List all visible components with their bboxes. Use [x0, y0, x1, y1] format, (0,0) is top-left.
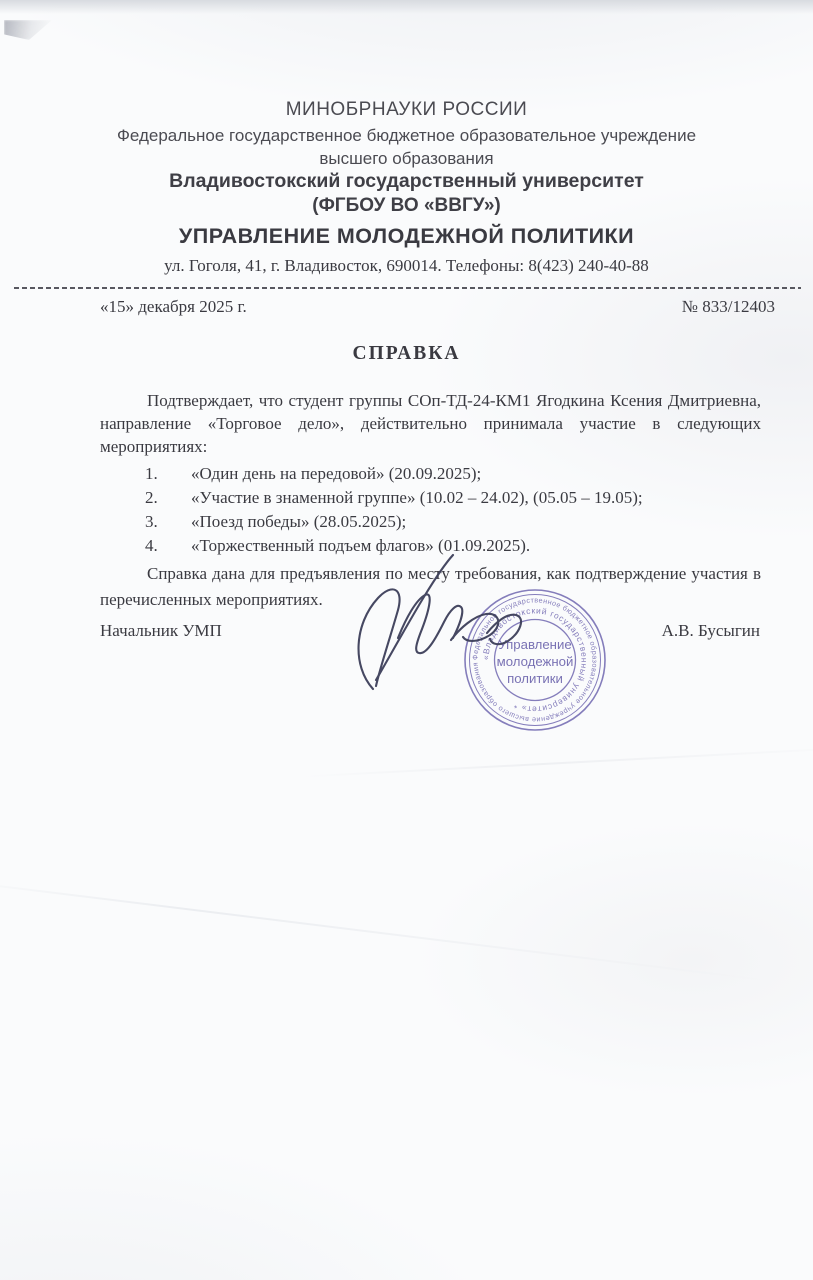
list-item-text: «Торжественный подъем флагов» (01.09.2025). [191, 536, 531, 555]
separator-line [14, 287, 801, 289]
list-item-number: 1. [145, 464, 158, 483]
org-name-line1: Федеральное государственное бюджетное образовательное учреждение [116, 126, 697, 145]
list-item [145, 486, 761, 510]
document-date: «15» декабря 2025 г. [100, 297, 247, 316]
university-name: Владивостокский государственный университет [169, 170, 644, 192]
closing-paragraph: Справка дана для предъявления по месту требования, как подтверждение участия в перечисленных мероприятиях. [100, 564, 761, 609]
stamp-inner-ring-text: «Владивостокский государственный университет» * [480, 605, 590, 715]
list-item [145, 510, 761, 534]
stamp-and-signature [340, 538, 640, 773]
list-item-text: «Один день на передовой» (20.09.2025); [191, 464, 482, 483]
ministry-name: МИНОБРНАУКИ РОССИИ [285, 99, 528, 120]
stamp-center-line2: молодежной [496, 654, 574, 669]
list-item-text: «Поезд победы» (28.05.2025); [191, 512, 407, 531]
stamp-center-line3: политики [507, 671, 563, 686]
list-item-text: «Участие в знаменной группе» (10.02 – 24.02), (05.05 – 19.05); [191, 488, 643, 507]
paper-crease [0, 878, 813, 999]
list-item [145, 462, 761, 486]
stamp-center-line1: Управление [498, 637, 572, 652]
university-abbr: (ФГБОУ ВО «ВВГУ») [312, 195, 501, 216]
document-number: № 833/12403 [681, 297, 775, 316]
round-stamp [465, 590, 605, 730]
list-item-number: 2. [145, 488, 158, 507]
stamp-outer-ring-text: Федеральное государственное бюджетное образовательное учреждение высшего образования [470, 595, 600, 725]
meta-row [100, 297, 775, 317]
address-line: ул. Гоголя, 41, г. Владивосток, 690014. Телефоны: 8(423) 240-40-88 [164, 256, 649, 275]
body-paragraph: Подтверждает, что студент группы СОп-ТД-24-КМ1 Ягодкина Ксения Дмитриевна, направление «Торговое дело», действительно принимала участие в следующих мероприятиях: [100, 391, 761, 456]
scan-artifact [4, 20, 52, 40]
signer-position: Начальник УМП [100, 621, 222, 640]
list-item-number: 3. [145, 512, 158, 531]
list-item-number: 4. [145, 536, 158, 555]
signer-name: А.В. Бусыгин [661, 621, 760, 640]
department-name: УПРАВЛЕНИЕ МОЛОДЕЖНОЙ ПОЛИТИКИ [178, 224, 635, 248]
document-title: СПРАВКА [352, 343, 461, 364]
org-name-line2: высшего образования [319, 149, 494, 168]
